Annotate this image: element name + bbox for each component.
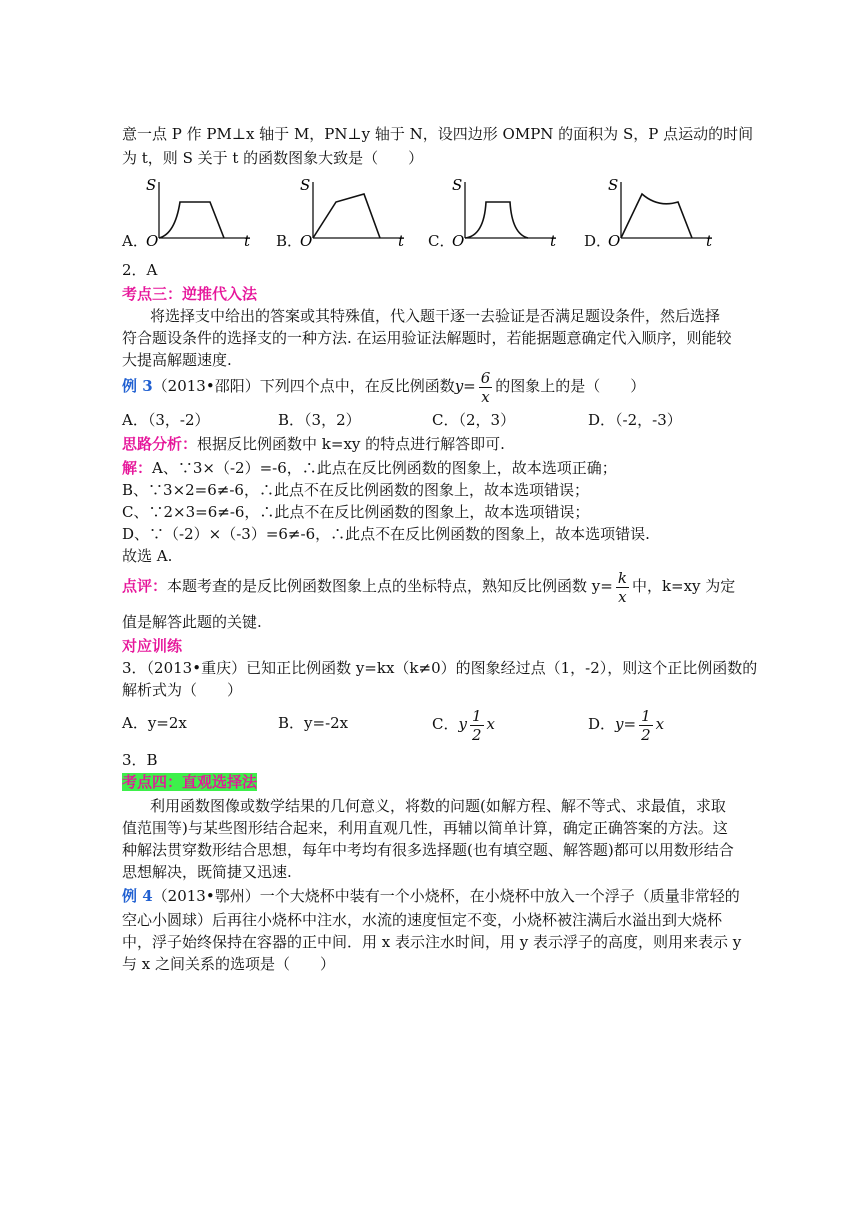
comment-text-pre: 本题考查的是反比例函数图象上点的坐标特点，熟知反比例函数 y= xyxy=(167,577,613,595)
fraction-den: 2 xyxy=(471,725,482,744)
option-label: A． xyxy=(122,232,148,250)
axis-t-label: t xyxy=(398,232,405,250)
fraction-num: 1 xyxy=(471,706,482,725)
axis-t-label: t xyxy=(244,232,251,250)
q3-option-a[interactable]: A．y=2x xyxy=(122,714,187,732)
example-4-line-4: 与 x 之间关系的选项是（ ） xyxy=(122,955,335,973)
solution-line-4: D、∵（-2）×（-3）=6≠-6，∴此点不在反比例函数的图象上，故本选项错误. xyxy=(122,525,650,543)
analysis-text: 根据反比例函数中 k=xy 的特点进行解答即可. xyxy=(197,435,505,453)
highlighted-title: 考点四：直观选择法 xyxy=(122,773,258,791)
fraction-6-over-x xyxy=(479,369,493,406)
axis-t-label: t xyxy=(550,232,557,250)
comment-line-1 xyxy=(122,568,735,606)
k4-para-line-4: 思想解决，既简捷又迅速. xyxy=(122,863,292,881)
q3-option-b[interactable]: B．y=-2x xyxy=(278,714,349,732)
example-3-text-post: 的图象上的是（ ） xyxy=(495,377,646,395)
fraction-den: x xyxy=(618,587,627,606)
example-3-options xyxy=(122,410,742,430)
example-4-line-2: 空心小圆球）后再往小烧杯中注水，水流的速度恒定不变，小烧杯被注满后水溢出到大烧杯 xyxy=(122,911,723,929)
question-3-options xyxy=(122,704,742,744)
comment-text-post: 中，k=xy 为定 xyxy=(631,577,736,595)
axis-s-label: S xyxy=(300,176,311,194)
axis-o-label: O xyxy=(608,232,621,250)
k3-para-line-2: 符合题设条件的选择支的一种方法. 在运用验证法解题时，若能据题意确定代入顺序，则能较 xyxy=(122,329,732,347)
comment-line-2: 值是解答此题的关键. xyxy=(122,613,262,631)
option-label: B． xyxy=(276,232,303,250)
analysis-label: 思路分析： xyxy=(122,435,198,453)
d-y: y= xyxy=(615,715,637,733)
fraction-k-over-x xyxy=(616,569,629,606)
c-x: x xyxy=(486,715,495,733)
axis-o-label: O xyxy=(300,232,313,250)
graph-option-a[interactable] xyxy=(122,174,252,252)
fraction-1-over-2 xyxy=(470,707,484,744)
example-4-text: （2013•鄂州）一个大烧杯中装有一个小烧杯，在小烧杯中放入一个浮子（质量非常轻的 xyxy=(152,887,740,905)
axis-t-label: t xyxy=(706,232,713,250)
k4-para-line-2: 值范围等)与某些图形结合起来，利用直观几性，再辅以简单计算，确定正确答案的方法。这 xyxy=(122,819,728,837)
c-y: y xyxy=(458,715,467,733)
graph-option-b[interactable] xyxy=(276,174,406,252)
solution-line-5: 故选 A. xyxy=(122,547,173,565)
graph-option-c[interactable] xyxy=(428,174,558,252)
option-a[interactable]: A．（3，-2） xyxy=(122,411,210,429)
example-3-text-pre: （2013•邵阳）下列四个点中，在反比例函数 xyxy=(152,377,455,395)
graph-d xyxy=(604,174,719,252)
fraction-den: 2 xyxy=(641,725,651,744)
function-y: y= xyxy=(454,377,476,395)
d-x: x xyxy=(655,715,665,733)
example-4-line-3: 中，浮子始终保持在容器的正中间．用 x 表示注水时间，用 y 表示浮子的高度，则用来表示 y xyxy=(122,933,742,951)
analysis xyxy=(122,434,505,454)
q3-option-c[interactable] xyxy=(432,704,495,744)
section-title-k3: 考点三：逆推代入法 xyxy=(122,285,258,303)
answer-2: 2．A xyxy=(122,261,158,279)
fraction-num: k xyxy=(617,568,627,587)
q3-option-c-label: C． xyxy=(432,715,459,733)
practice-heading: 对应训练 xyxy=(122,637,183,655)
example-label: 例 3 xyxy=(122,377,153,395)
axis-s-label: S xyxy=(608,176,619,194)
q3-option-d[interactable] xyxy=(588,704,664,744)
k3-para-line-3: 大提高解题速度. xyxy=(122,351,232,369)
axis-s-label: S xyxy=(146,176,157,194)
solution-label: 解： xyxy=(122,459,153,477)
option-label: D． xyxy=(584,232,612,250)
fraction-den: x xyxy=(481,387,490,406)
option-c[interactable]: C．（2，3） xyxy=(432,411,516,429)
axis-s-label: S xyxy=(452,176,463,194)
k4-para-line-1: 利用函数图像或数学结果的几何意义，将数的问题(如解方程、解不等式、求最值，求取 xyxy=(150,797,726,815)
option-label: C． xyxy=(428,232,455,250)
answer-3: 3．B xyxy=(122,751,158,769)
question-3-line-2: 解析式为（ ） xyxy=(122,681,243,699)
graph-option-d[interactable] xyxy=(584,174,714,252)
option-d[interactable]: D．（-2，-3） xyxy=(588,411,682,429)
q3-option-d-label: D． xyxy=(588,715,616,733)
solution-line-3: C、∵2×3=6≠-6，∴此点不在反比例函数的图象上，故本选项错误； xyxy=(122,503,590,521)
graph-c xyxy=(448,174,563,252)
axis-o-label: O xyxy=(452,232,465,250)
graph-a xyxy=(142,174,257,252)
axis-o-label: O xyxy=(146,232,159,250)
comment-label: 点评： xyxy=(122,577,168,595)
k4-para-line-3: 种解法贯穿数形结合思想，每年中考均有很多选择题(也有填空题、解答题)都可以用数形结合 xyxy=(122,841,734,859)
fraction-1-over-2 xyxy=(639,707,653,744)
solution-line-1 xyxy=(122,458,617,478)
fraction-num: 6 xyxy=(480,368,491,387)
graph-b xyxy=(296,174,411,252)
graph-options xyxy=(122,174,742,252)
solution-line-2: B、∵3×2=6≠-6，∴此点不在反比例函数的图象上，故本选项错误； xyxy=(122,481,589,499)
solution-text: A、∵3×（-2）=-6，∴此点在反比例函数的图象上，故本选项正确； xyxy=(152,459,617,477)
example-3-question xyxy=(122,368,645,406)
question-line-2: 为 t，则 S 关于 t 的函数图象大致是（ ） xyxy=(122,149,424,167)
option-b[interactable]: B．（3，2） xyxy=(278,411,361,429)
example-label: 例 4 xyxy=(122,887,153,905)
question-3-line-1: 3．（2013•重庆）已知正比例函数 y=kx（k≠0）的图象经过点（1，-2），则这个正比例函数的 xyxy=(122,659,758,677)
fraction-num: 1 xyxy=(641,706,651,725)
question-line-1: 意一点 P 作 PM⊥x 轴于 M，PN⊥y 轴于 N，设四边形 OMPN 的面积为 S，P 点运动的时间 xyxy=(122,125,754,143)
example-4-line-1 xyxy=(122,886,740,906)
section-title-k4 xyxy=(122,772,257,792)
k3-para-line-1: 将选择支中给出的答案或其特殊值，代入题干逐一去验证是否满足题设条件，然后选择 xyxy=(150,307,721,325)
